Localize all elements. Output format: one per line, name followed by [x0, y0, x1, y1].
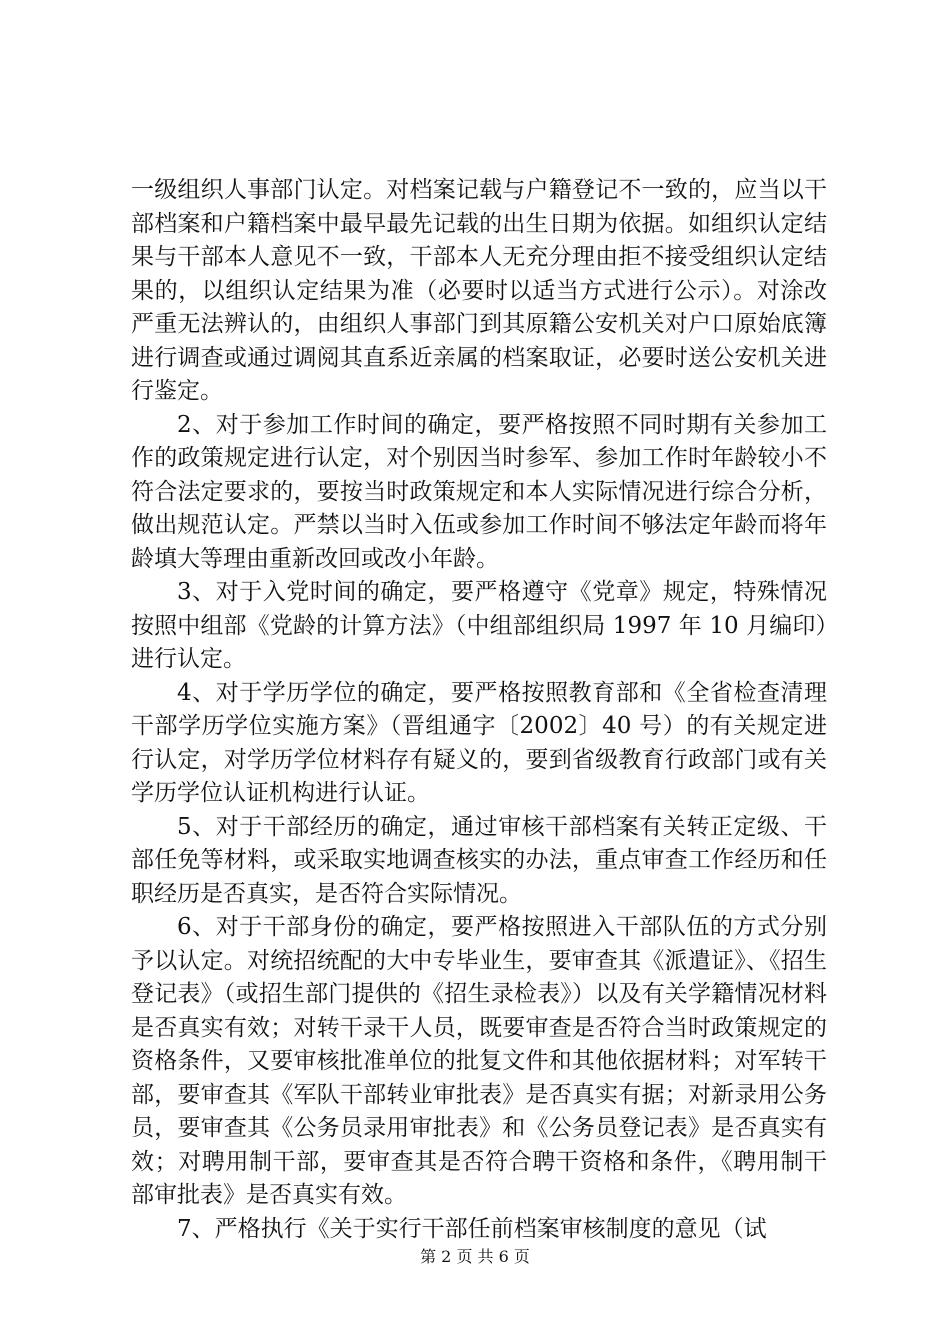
paragraph-education-degree: 4、对于学历学位的确定，要严格按照教育部和《全省检查清理干部学历学位实施方案》（晋组通字〔2002〕40 号）的有关规定进行认定，对学历学位材料存有疑义的，要到省级教育行政部门或有关学历学位认证机构进行认证。: [131, 679, 827, 806]
page-number-footer: 第 2 页 共 6 页: [420, 1247, 530, 1266]
paragraph-cadre-experience: 5、对于干部经历的确定，通过审核干部档案有关转正定级、干部任免等材料，或采取实地调查核实的办法，重点审查工作经历和任职经历是否真实，是否符合实际情况。: [131, 813, 827, 907]
document-body: [131, 174, 827, 1246]
paragraph-cadre-identity: 6、对于干部身份的确定，要严格按照进入干部队伍的方式分别予以认定。对统招统配的大中专毕业生，要审查其《派遣证》、《招生登记表》（或招生部门提供的《招生录检表》）以及有关学籍情况材料是否真实有效；对转干录干人员，既要审查是否符合当时政策规定的资格条件，又要审核批准单位的批复文件和其他依据材料；对军转干部，要审查其《军队干部转业审批表》是否真实有据；对新录用公务员，要审查其《公务员录用审批表》和《公务员登记表》是否真实有效；对聘用制干部，要审查其是否符合聘干资格和条件，《聘用制干部审批表》是否真实有效。: [131, 914, 827, 1208]
paragraph-pre-appointment-review: 7、严格执行《关于实行干部任前档案审核制度的意见（试: [177, 1215, 767, 1242]
paragraph-birthdate-continuation: 一级组织人事部门认定。对档案记载与户籍登记不一致的，应当以干部档案和户籍档案中最早最先记载的出生日期为依据。如组织认定结果与干部本人意见不一致，干部本人无充分理由拒不接受组织认定结果的，以组织认定结果为准（必要时以适当方式进行公示）。对涂改严重无法辨认的，由组织人事部门到其原籍公安机关对户口原始底簿进行调查或通过调阅其直系近亲属的档案取证，必要时送公安机关进行鉴定。: [131, 177, 827, 404]
paragraph-work-start-time: 2、对于参加工作时间的确定，要严格按照不同时期有关参加工作的政策规定进行认定，对个别因当时参军、参加工作时年龄较小不符合法定要求的，要按当时政策规定和本人实际情况进行综合分析，做出规范认定。严禁以当时入伍或参加工作时间不够法定年龄而将年龄填大等理由重新改回或改小年龄。: [131, 411, 827, 572]
paragraph-party-join-time: 3、对于入党时间的确定，要严格遵守《党章》规定，特殊情况按照中组部《党龄的计算方法》（中组部组织局 1997 年 10 月编印）进行认定。: [131, 579, 827, 672]
